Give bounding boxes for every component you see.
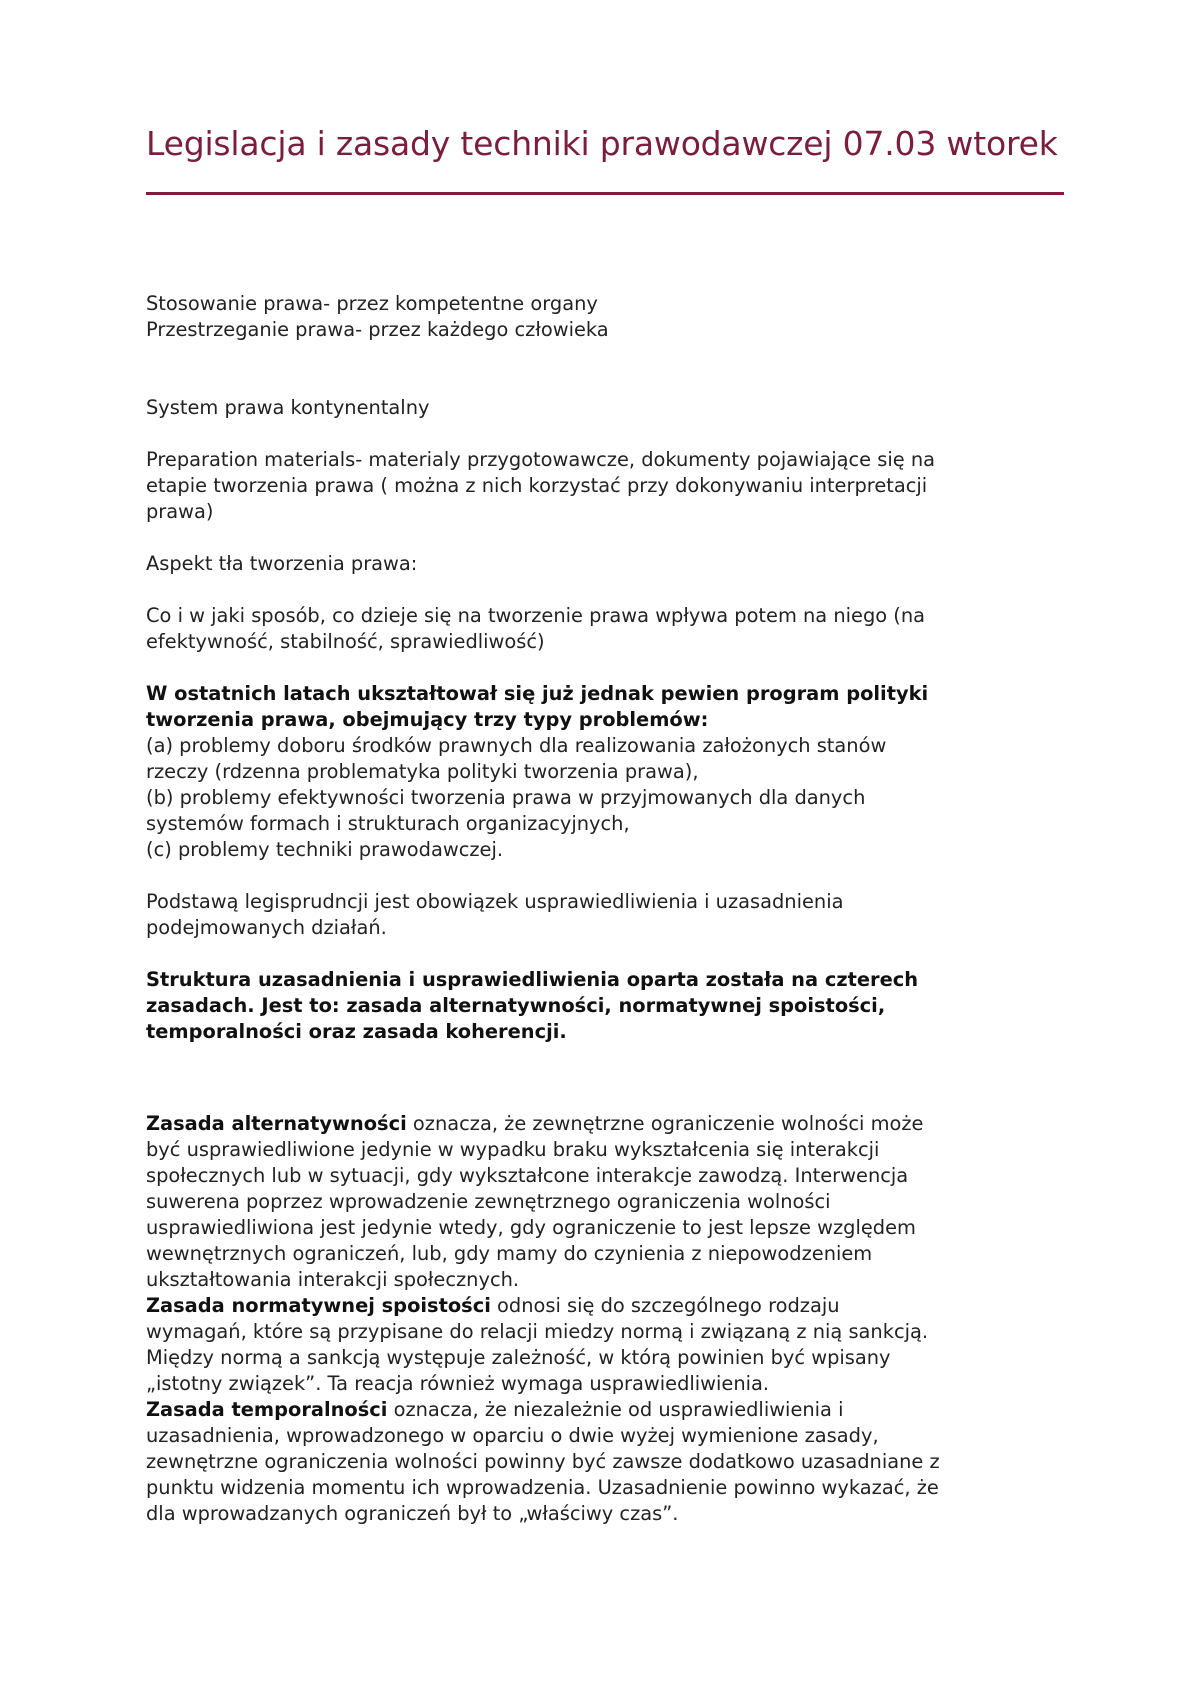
- principle-term: Zasada alternatywności: [146, 1112, 407, 1135]
- text-line: usprawiedliwiona jest jedynie wtedy, gdy ograniczenie to jest lepsze względem: [146, 1216, 916, 1239]
- list-line: systemów formach i strukturach organizacyjnych,: [146, 812, 630, 835]
- text-line: uzasadnienia, wprowadzonego w oparciu o dwie wyżej wymienione zasady,: [146, 1424, 879, 1447]
- text-line: dla wprowadzanych ograniczeń był to „właściwy czas”.: [146, 1502, 679, 1525]
- text-line: Preparation materials- materialy przygotowawcze, dokumenty pojawiające się na: [146, 448, 936, 471]
- document-body: [146, 291, 1068, 1527]
- paragraph-normative-coherence: [146, 1293, 1068, 1397]
- text-line: [146, 1397, 1068, 1423]
- text-line: wymagań, które są przypisane do relacji miedzy normą i związaną z nią sankcją.: [146, 1320, 929, 1343]
- text-line: [146, 1111, 1068, 1137]
- list-line: (c) problemy techniki prawodawczej.: [146, 838, 504, 861]
- text-fragment: oznacza, że niezależnie od usprawiedliwienia i: [387, 1398, 844, 1421]
- paragraph-aspect: [146, 551, 1068, 577]
- bold-text-line: temporalności oraz zasada koherencji.: [146, 1020, 567, 1043]
- text-line: społecznych lub w sytuacji, gdy wykształcone interakcje zawodzą. Interwencja: [146, 1164, 909, 1187]
- text-line: podejmowanych działań.: [146, 916, 387, 939]
- text-line: Co i w jaki sposób, co dzieje się na tworzenie prawa wpływa potem na niego (na: [146, 604, 926, 627]
- text-line: Aspekt tła tworzenia prawa:: [146, 552, 418, 575]
- paragraph-what-how: [146, 603, 1068, 655]
- text-line: zewnętrzne ograniczenia wolności powinny być zawsze dodatkowo uzasadniane z: [146, 1450, 940, 1473]
- document-page: [146, 0, 1068, 1698]
- text-line: być usprawiedliwione jedynie w wypadku braku wykształcenia się interakcji: [146, 1138, 880, 1161]
- principle-term: Zasada temporalności: [146, 1398, 388, 1421]
- paragraph-continental-system: [146, 395, 1068, 421]
- principle-term: Zasada normatywnej spoistości: [146, 1294, 491, 1317]
- text-line: prawa): [146, 500, 214, 523]
- list-line: (a) problemy doboru środków prawnych dla realizowania założonych stanów: [146, 734, 887, 757]
- document-title: Legislacja i zasady techniki prawodawczej 07.03 wtorek: [146, 124, 1058, 163]
- list-line: rzeczy (rdzenna problematyka polityki tworzenia prawa),: [146, 760, 699, 783]
- text-line: Przestrzeganie prawa- przez każdego człowieka: [146, 318, 609, 341]
- list-line: (b) problemy efektywności tworzenia prawa w przyjmowanych dla danych: [146, 786, 866, 809]
- paragraph-legisprudence: [146, 889, 1068, 941]
- text-line: System prawa kontynentalny: [146, 396, 430, 419]
- text-line: wewnętrznych ograniczeń, lub, gdy mamy do czynienia z niepowodzeniem: [146, 1242, 873, 1265]
- text-line: punktu widzenia momentu ich wprowadzenia. Uzasadnienie powinno wykazać, że: [146, 1476, 939, 1499]
- title-underline: [146, 192, 1064, 195]
- text-line: suwerena poprzez wprowadzenie zewnętrznego ograniczenia wolności: [146, 1190, 831, 1213]
- text-line: Podstawą legisprudncji jest obowiązek usprawiedliwienia i uzasadnienia: [146, 890, 844, 913]
- text-line: [146, 1293, 1068, 1319]
- paragraph-policy-program: [146, 681, 1068, 863]
- paragraph-alternativeness: [146, 1111, 1068, 1293]
- text-line: Między normą a sankcją występuje zależność, w którą powinien być wpisany: [146, 1346, 891, 1369]
- text-line: „istotny związek”. Ta reacja również wymaga usprawiedliwienia.: [146, 1372, 770, 1395]
- paragraph-preparation-materials: [146, 447, 1068, 525]
- paragraph-law-application: [146, 291, 1068, 343]
- paragraph-structure: [146, 967, 1068, 1045]
- bold-text-line: W ostatnich latach ukształtował się już jednak pewien program polityki: [146, 682, 929, 705]
- text-line: ukształtowania interakcji społecznych.: [146, 1268, 520, 1291]
- paragraph-temporality: [146, 1397, 1068, 1527]
- bold-text-line: Struktura uzasadnienia i usprawiedliwienia oparta została na czterech: [146, 968, 919, 991]
- text-line: etapie tworzenia prawa ( można z nich korzystać przy dokonywaniu interpretacji: [146, 474, 928, 497]
- text-fragment: odnosi się do szczególnego rodzaju: [490, 1294, 840, 1317]
- bold-text-line: tworzenia prawa, obejmujący trzy typy problemów:: [146, 708, 709, 731]
- text-fragment: oznacza, że zewnętrzne ograniczenie wolności może: [406, 1112, 924, 1135]
- text-line: efektywność, stabilność, sprawiedliwość): [146, 630, 545, 653]
- text-line: Stosowanie prawa- przez kompetentne organy: [146, 292, 598, 315]
- bold-text-line: zasadach. Jest to: zasada alternatywności, normatywnej spoistości,: [146, 994, 886, 1017]
